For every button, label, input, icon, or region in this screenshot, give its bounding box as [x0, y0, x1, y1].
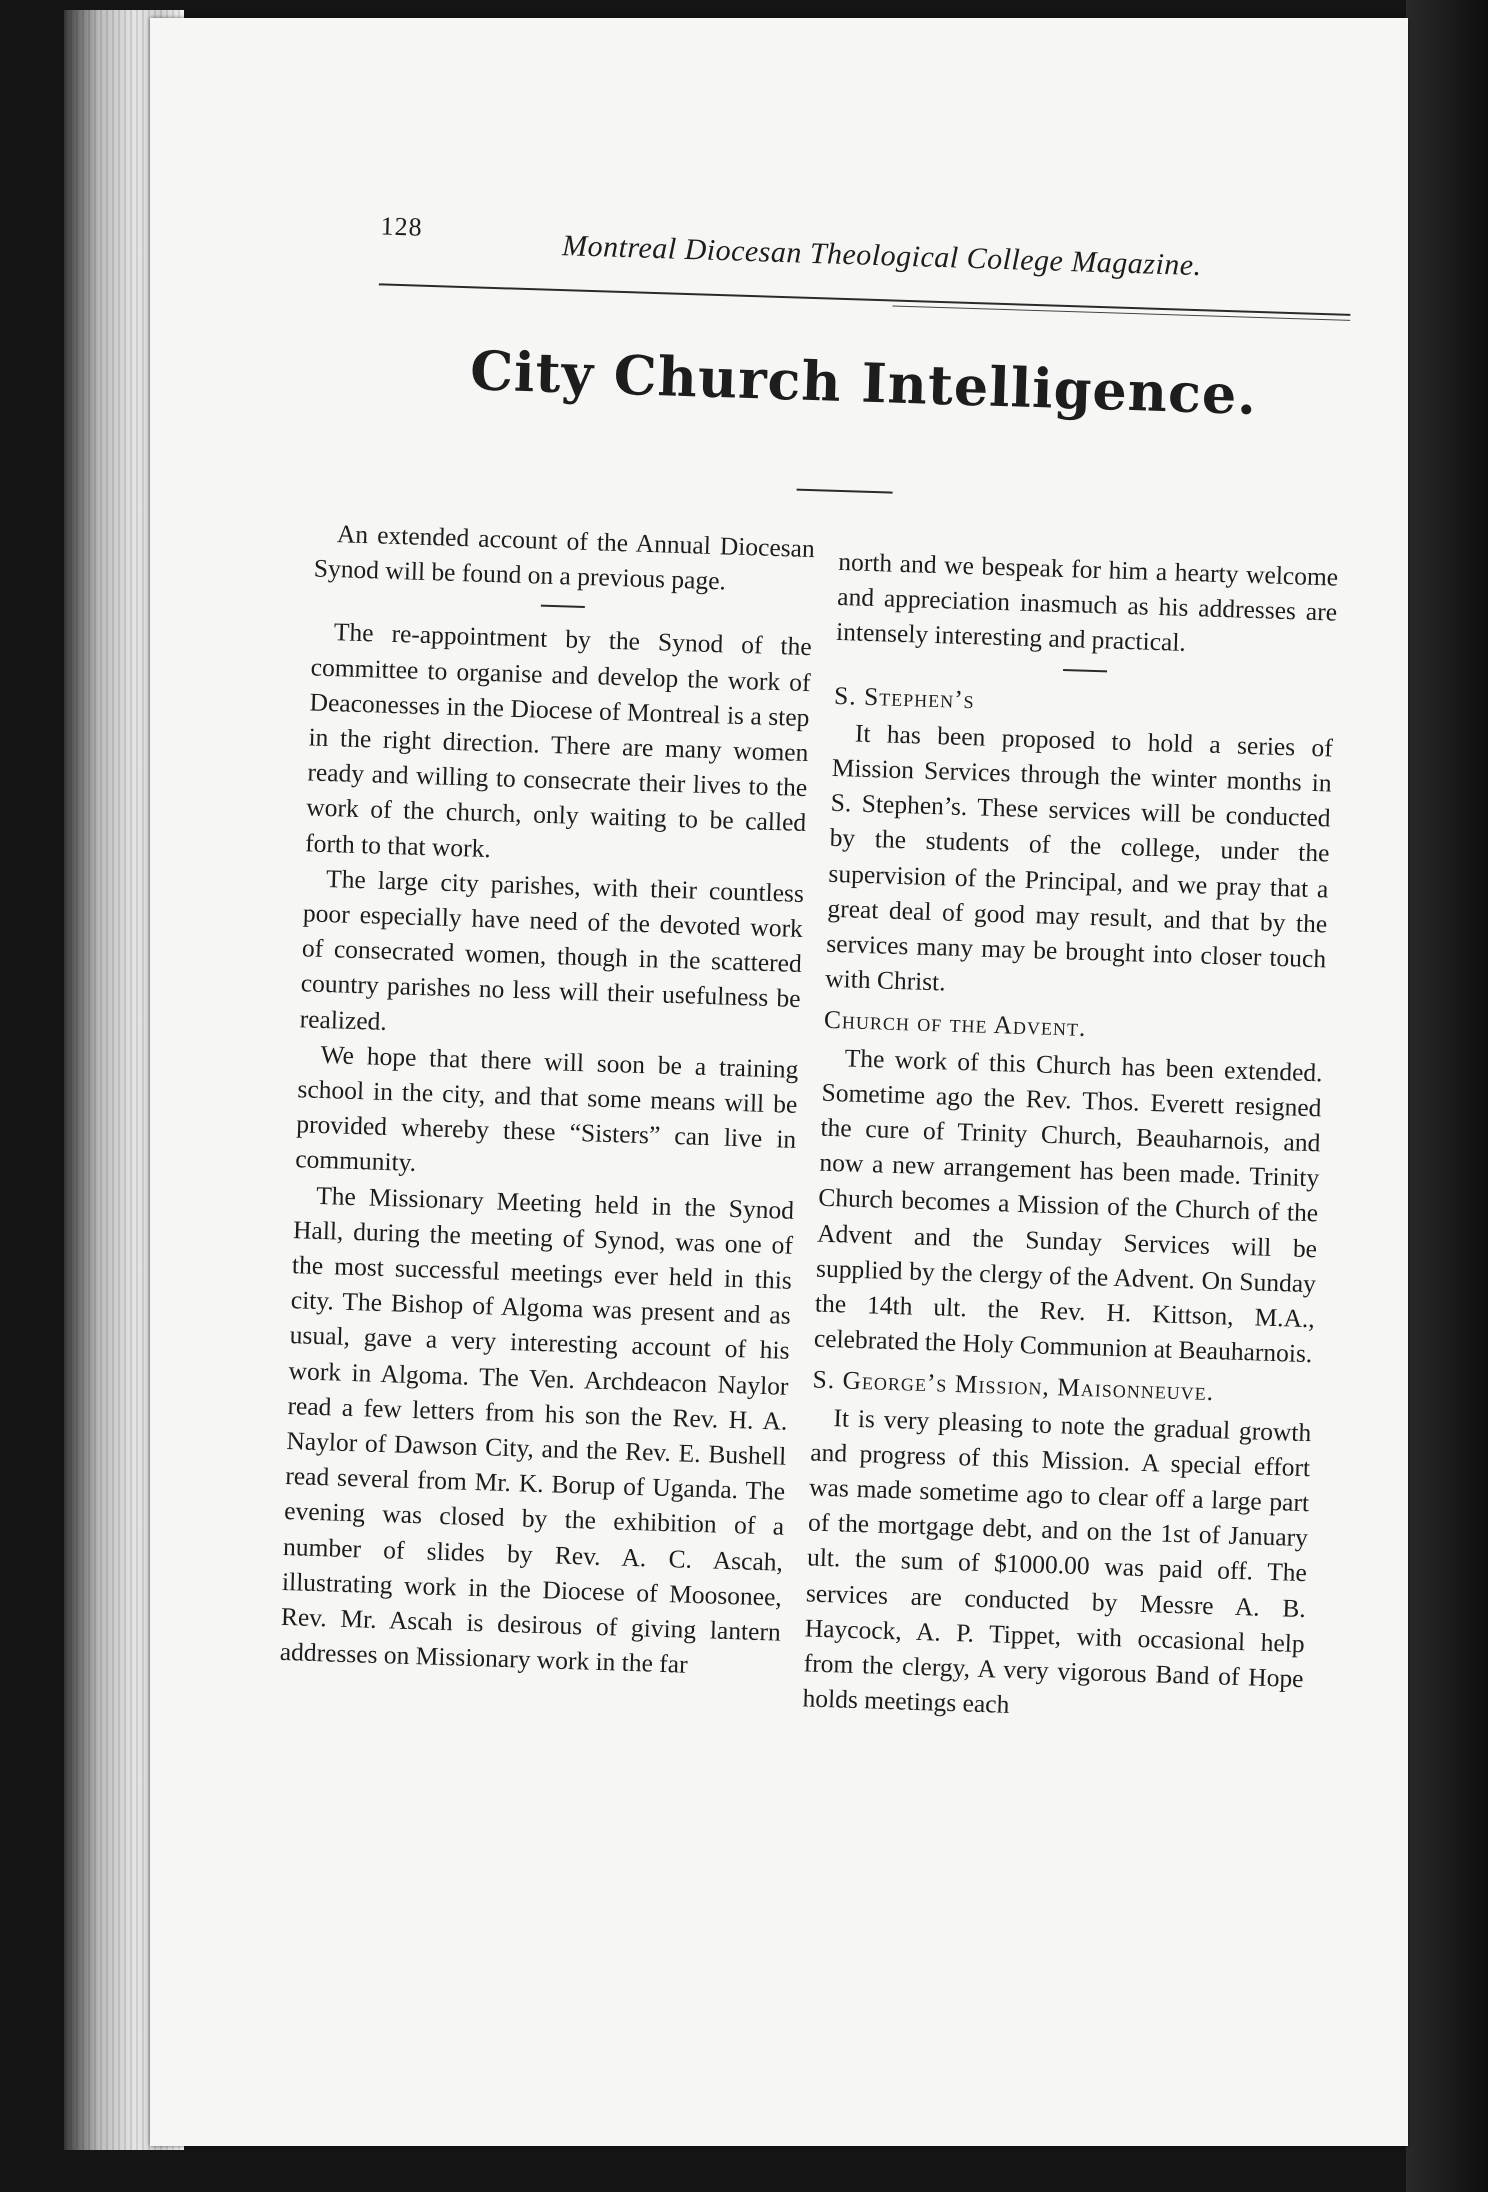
paragraph-missionary-meeting: The Missionary Meeting held in the Synod Hall, during the meeting of Synod, was one of the most successful meetings ever held in this city. The Bishop of Algoma was present and as usual, gave a very interesting account of his work in Algoma. The Ven. Archdeacon Naylor read a few letters from his son the Rev. H. A. Naylor of Dawson City, and the Rev. E. Bushell read several from Mr. K. Borup of Uganda. The evening was closed by the exhibition of a number of slides by Rev. A. C. Ascah, illustrating work in the Diocese of Moosonee, Rev. Mr. Ascah is desirous of giving lantern addresses on Missionary work in the far [279, 1180, 795, 1680]
paragraph-church-of-the-advent: The work of this Church has been extended. Sometime ago the Rev. Thos. Everett resigned the cure of Trinity Church, Beauharnois, and now a new arrangement has been made. Trinity Church becomes a Mission of the Church of the Advent and the Sunday Services will be supplied by the clergy of the Advent. On Sunday the 14th ult. the Rev. H. Kittson, M.A., celebrated the Holy Communion at Beauharnois. [813, 1043, 1324, 1369]
right-column [802, 544, 1339, 1732]
paragraph-st-stephens: It has been proposed to hold a series of Mission Services through the winter months in S. Stephen’s. These services will be conducted by the students of the college, under the supervision of the Principal, and we pray that a great deal of good may result, and that by the services many may be brought into closer touch with Christ. [824, 718, 1334, 997]
header-rule [379, 283, 1351, 316]
section-title: City Church Intelligence. [469, 338, 1259, 427]
paragraph-city-parishes: The large city parishes, with their countless poor especially have need of the devoted work of consecrated women, though in the scattered country parishes no less will their usefulness be realized. [299, 863, 805, 1036]
running-title: Montreal Diocesan Theological College Magazine. [561, 229, 1203, 283]
paragraph-synod-account: An extended account of the Annual Diocesan Synod will be found on a previous page. [313, 519, 816, 596]
book-page [150, 18, 1408, 2146]
paragraph-training-school: We hope that there will soon be a training school in the city, and that some means will be provided whereby these “Sisters” can live in community. [294, 1039, 799, 1178]
paragraph-st-georges-mission: It is very pleasing to note the gradual growth and progress of this Mission. A special effort was made sometime ago to clear off a large part of the mortgage debt, and on the 1st of January ult. the sum of $1000.00 was paid off. The services are conducted by Messre A. B. Haycock, A. P. Tippet, with occasional help from the clergy, A very vigorous Band of Hope holds meetings each [802, 1402, 1312, 1720]
page-number: 128 [380, 211, 424, 242]
heading-st-georges-mission: S. George’s Mission, Maisonneuve. [812, 1364, 1215, 1407]
left-column [279, 515, 815, 1685]
heading-church-of-the-advent: Church of the Advent. [823, 1005, 1087, 1043]
paragraph-deaconesses: The re-appointment by the Synod of the committee to organise and develop the work of Deaconesses in the Diocese of Montreal is a step in the right direction. There are many women ready and willing to consecrate their lives to the work of the church, only waiting to be called forth to that work. [304, 617, 813, 863]
heading-st-stephens: S. Stephen’s [833, 680, 976, 714]
paragraph-continuation: north and we bespeak for him a hearty welcome and appreciation inasmuch as his addresses are intensely interesting and practical. [835, 546, 1339, 658]
paragraph-separator [1063, 669, 1107, 672]
page-content [115, 0, 1439, 2165]
title-rule [797, 489, 893, 494]
paragraph-separator [541, 605, 585, 608]
